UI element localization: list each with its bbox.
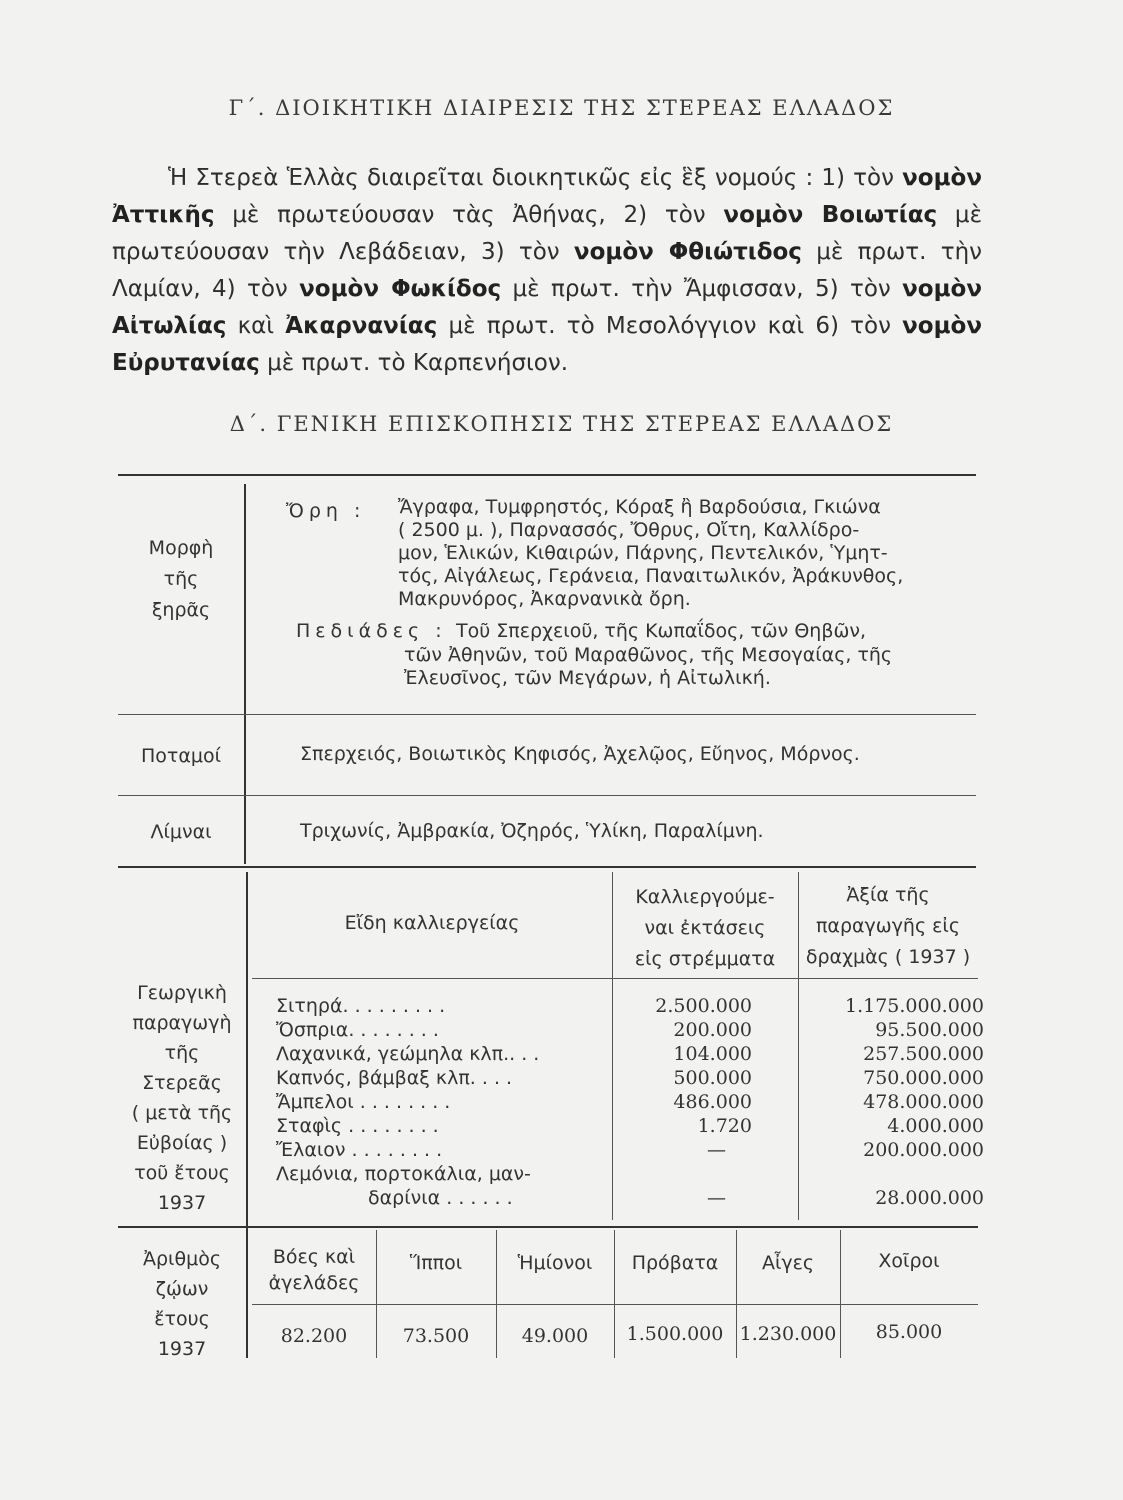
- agri-kind: Σταφὶς . . . . . . . .: [276, 1115, 439, 1137]
- agri-col-kinds-header: Εἴδη καλλιεργείας: [344, 912, 520, 934]
- morphe-label-line: ξηρᾶς: [151, 599, 211, 621]
- animals-header-pigs: Χοῖροι: [878, 1250, 940, 1272]
- agri-value: 1.175.000.000: [844, 995, 984, 1017]
- rivers-label: Ποταμοί: [140, 745, 222, 767]
- animals-value-horses: 73.500: [402, 1325, 470, 1347]
- plains-label: Πεδιάδες :: [296, 620, 447, 642]
- mountains-line: τός, Αἰγάλεως, Γεράνεια, Παναιτωλικόν, Ἀράκυνθος,: [398, 565, 904, 587]
- morphe-label: [118, 533, 244, 626]
- agri-area: 200.000: [673, 1019, 752, 1041]
- section-d-title: Δ΄. ΓΕΝΙΚΗ ΕΠΙΣΚΟΠΗΣΙΣ ΤΗΣ ΣΤΕΡΕΑΣ ΕΛΛΑΔΟΣ: [229, 412, 894, 436]
- prefecture-acarnania: Ἀκαρνανίας: [285, 313, 438, 339]
- intro-text-7: μὲ πρωτ. τὸ Μεσολόγγιον καὶ 6) τὸν: [437, 313, 903, 339]
- mountains-list: [398, 496, 978, 611]
- prefecture-boeotia: νομὸν Βοιωτίας: [723, 202, 938, 228]
- agri-value: 257.500.000: [863, 1043, 984, 1065]
- animals-label: [118, 1244, 246, 1364]
- plains-line: τῶν Ἀθηνῶν, τοῦ Μαραθῶνος, τῆς Μεσογαίας, τῆς: [404, 644, 893, 666]
- agri-area: —: [707, 1139, 726, 1161]
- agri-bottom-rule: [118, 1226, 978, 1228]
- agri-col-value-line: Ἀξία τῆς: [846, 884, 930, 906]
- animals-header-sheep: Πρόβατα: [631, 1252, 719, 1274]
- lakes-label: Λίμναι: [150, 821, 212, 843]
- mountains-line: Μακρυνόρος, Ἀκαρνανικὰ ὄρη.: [398, 588, 691, 610]
- agri-value: 28.000.000: [875, 1187, 984, 1209]
- morphe-label-line: Μορφὴ: [148, 537, 214, 559]
- agri-col-value-header: [798, 880, 978, 973]
- animals-header-rule: [252, 1304, 978, 1305]
- agri-label: [118, 978, 246, 1218]
- agri-area: 486.000: [673, 1091, 752, 1113]
- agri-value: 4.000.000: [887, 1115, 984, 1137]
- animals-value-mules: 49.000: [521, 1325, 589, 1347]
- prefecture-aetolia: νομὸν Αἰτωλίας: [112, 276, 982, 339]
- prefecture-evrytania: νομὸν Εὐρυτανίας: [112, 313, 982, 376]
- agri-label-line: 1937: [157, 1192, 207, 1214]
- animals-header-cattle: [252, 1244, 376, 1296]
- agri-label-line: τοῦ ἔτους: [134, 1162, 230, 1184]
- agri-value: 200.000.000: [863, 1139, 984, 1161]
- agri-value: 750.000.000: [863, 1067, 984, 1089]
- agri-kind: Λαχανικά, γεώμηλα κλπ.. . .: [276, 1043, 540, 1065]
- agri-area: 104.000: [673, 1043, 752, 1065]
- lakes-text: Τριχωνίς, Ἀμβρακία, Ὀζηρός, Ὑλίκη, Παραλίμνη.: [300, 820, 764, 842]
- animals-header-mules: Ἡμίονοι: [517, 1252, 593, 1274]
- row-divider-morphe: [118, 714, 976, 715]
- table-label-divider: [244, 484, 246, 864]
- animals-label-line: ζῴων: [155, 1278, 209, 1300]
- table-top-rule: [118, 474, 976, 476]
- agri-label-line: Εὐβοίας ): [136, 1132, 228, 1154]
- animals-label-line: ἔτους: [154, 1308, 210, 1330]
- agri-label-line: Στερεᾶς: [142, 1072, 222, 1094]
- section-c-title: Γ΄. ΔΙΟΙΚΗΤΙΚΗ ΔΙΑΙΡΕΣΙΣ ΤΗΣ ΣΤΕΡΕΑΣ ΕΛΛΑΔΟΣ: [228, 96, 895, 120]
- agri-value: 95.500.000: [875, 1019, 984, 1041]
- animals-value-pigs: 85.000: [875, 1321, 943, 1343]
- agri-label-line: Γεωργικὴ: [137, 982, 227, 1004]
- agri-areas-list: [612, 994, 752, 1210]
- agri-area: 500.000: [673, 1067, 752, 1089]
- agri-area: 2.500.000: [655, 995, 752, 1017]
- intro-text-2: μὲ πρωτεύουσαν τὰς Ἀθήνας, 2) τὸν: [214, 202, 724, 228]
- mountains-line: μον, Ἑλικών, Κιθαιρών, Πάρνης, Πεντελικόν, Ὑμητ-: [398, 542, 888, 564]
- intro-text-6: καὶ: [226, 313, 286, 339]
- animals-label-line: Ἀριθμὸς: [143, 1248, 221, 1270]
- mountains-line: Ἄγραφα, Τυμφρηστός, Κόραξ ἢ Βαρδούσια, Γκιώνα: [398, 496, 881, 518]
- intro-text-8: μὲ πρωτ. τὸ Καρπενήσιον.: [259, 350, 569, 376]
- animals-header-line: ἀγελάδες: [268, 1272, 360, 1294]
- animals-header-line: Βόες καὶ: [272, 1246, 356, 1268]
- agri-col-value-line: δραχμὰς ( 1937 ): [805, 946, 971, 968]
- animals-header-goats: Αἶγες: [761, 1252, 815, 1274]
- animals-header-horses: Ἵπποι: [409, 1252, 463, 1274]
- agri-col-area-line: ναι ἐκτάσεις: [644, 917, 766, 939]
- agri-col-area-line: εἰς στρέμματα: [634, 948, 776, 970]
- rivers-text: Σπερχειός, Βοιωτικὸς Κηφισός, Ἀχελῷος, Εὔηνος, Μόρνος.: [300, 743, 860, 765]
- intro-paragraph: [112, 160, 982, 382]
- agri-value: 478.000.000: [863, 1091, 984, 1113]
- agri-area: —: [707, 1187, 726, 1209]
- agri-col-value-line: παραγωγῆς εἰς: [815, 915, 961, 937]
- animals-value-cattle: 82.200: [280, 1325, 348, 1347]
- agri-col-area-header: [612, 882, 798, 975]
- animals-value-goats: 1.230.000: [739, 1323, 837, 1345]
- row-divider-rivers: [118, 795, 976, 796]
- mountains-label: Ὄρη :: [286, 500, 366, 522]
- prefecture-phthiotis: νομὸν Φθιώτιδος: [573, 239, 802, 265]
- agri-kind: Λεμόνια, πορτοκάλια, μαν-: [276, 1163, 531, 1185]
- agri-kind: δαρίνια . . . . . .: [368, 1187, 513, 1209]
- agri-values-list: [800, 994, 984, 1210]
- plains-rest: [404, 644, 980, 690]
- morphe-label-line: τῆς: [163, 568, 199, 590]
- mountains-line: ( 2500 μ. ), Παρνασσός, Ὄθρυς, Οἴτη, Καλλίδρο-: [398, 519, 860, 541]
- agri-col-area-line: Καλλιεργούμε-: [635, 886, 775, 908]
- agri-label-line: παραγωγὴ: [132, 1012, 232, 1034]
- agri-label-divider: [246, 872, 248, 1358]
- row-divider-lakes: [118, 866, 976, 868]
- plains-line-first: Τοῦ Σπερχειοῦ, τῆς Κωπαΐδος, τῶν Θηβῶν,: [456, 620, 867, 642]
- plains-line: Ἐλευσῖνος, τῶν Μεγάρων, ἡ Αἰτωλική.: [404, 667, 771, 689]
- agri-kind: Ἄμπελοι . . . . . . . .: [276, 1091, 451, 1113]
- agri-kind: Ἔλαιον . . . . . . . .: [276, 1139, 443, 1161]
- intro-text-5: μὲ πρωτ. τὴν Ἄμφισσαν, 5) τὸν: [501, 276, 903, 302]
- intro-text-1: Ἡ Στερεὰ Ἑλλὰς διαιρεῖται διοικητικῶς εἰς ἓξ νομούς : 1) τὸν: [168, 165, 894, 191]
- prefecture-phocis: νομὸν Φωκίδος: [299, 276, 502, 302]
- prefecture-attica: νομὸν Ἀττικῆς: [112, 165, 983, 228]
- animals-value-sheep: 1.500.000: [626, 1323, 724, 1345]
- agri-kind: Ὄσπρια. . . . . . . .: [276, 1019, 439, 1041]
- agri-kinds-list: [276, 994, 606, 1210]
- agri-header-rule: [252, 978, 978, 979]
- agri-area: 1.720: [697, 1115, 752, 1137]
- agri-label-line: τῆς: [164, 1042, 200, 1064]
- agri-kind: Σιτηρά. . . . . . . . .: [276, 995, 446, 1017]
- animals-label-line: 1937: [157, 1338, 207, 1360]
- intro-text-3: μὲ πρωτεύουσαν τὴν Λεβάδειαν, 3) τὸν: [112, 202, 982, 265]
- intro-text-4: μὲ πρωτ. τὴν Λαμίαν, 4) τὸν: [112, 239, 982, 302]
- agri-kind: Καπνός, βάμβαξ κλπ. . . .: [276, 1067, 513, 1089]
- agri-label-line: ( μετὰ τῆς: [131, 1102, 233, 1124]
